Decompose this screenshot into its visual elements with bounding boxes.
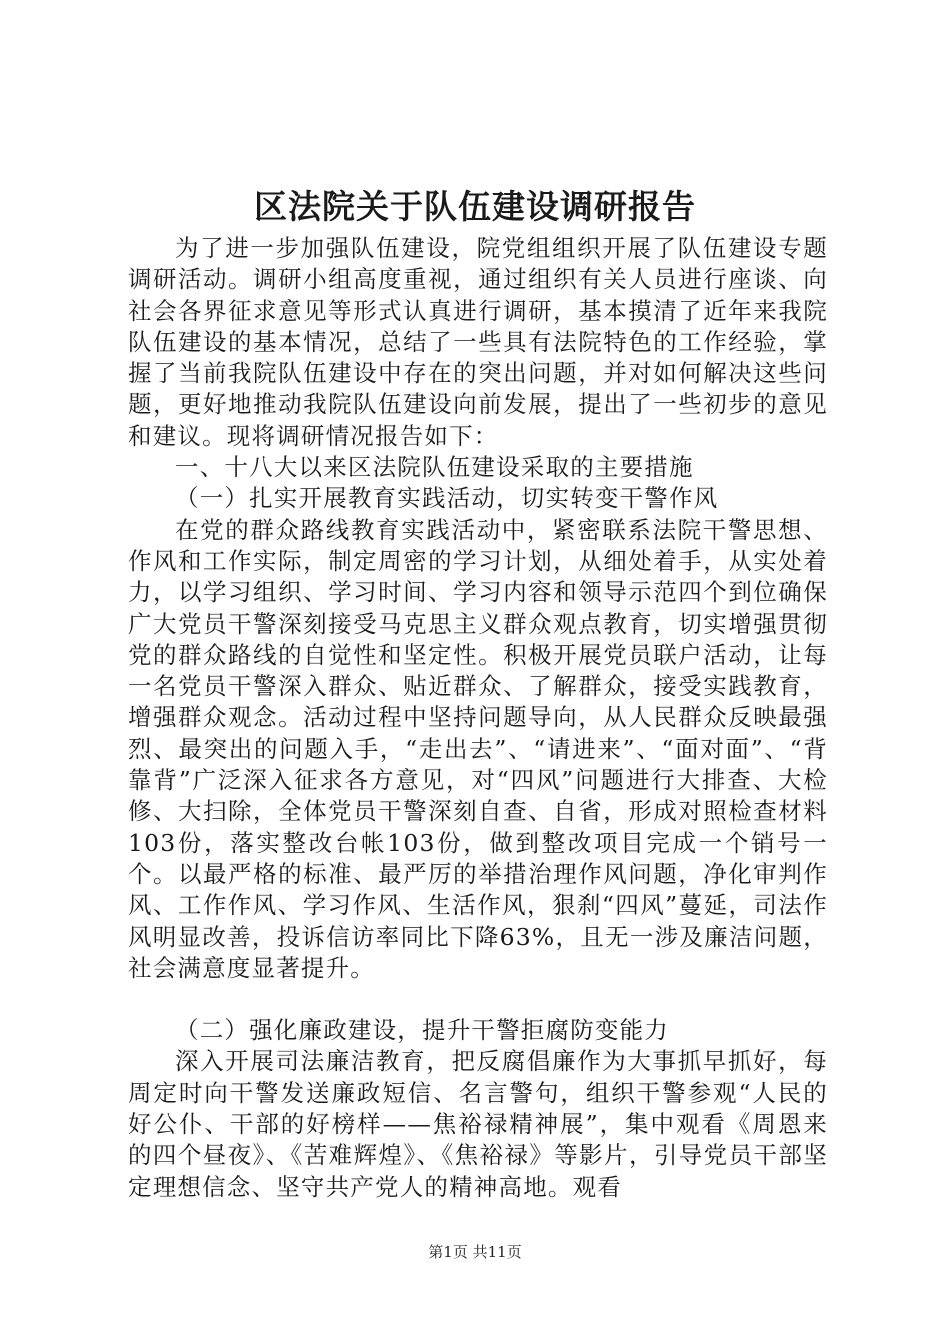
document-title: 区法院关于队伍建设调研报告 [254,187,696,226]
page-footer: 第1页 共11页 [428,1243,522,1261]
document-body [128,233,828,1203]
intro-paragraph: 为了进一步加强队伍建设，院党组组织开展了队伍建设专题调研活动。调研小组高度重视，通过组织有关人员进行座谈、向社会各界征求意见等形式认真进行调研，基本摸清了近年来我院队伍建设的基本情况，总结了一些具有法院特色的工作经验，掌握了当前我院队伍建设中存在的突出问题，并对如何解决这些问题，更好地推动我院队伍建设向前发展，提出了一些初步的意见和建议。现将调研情况报告如下： [128,234,828,450]
body-paragraph-1: 在党的群众路线教育实践活动中，紧密联系法院干警思想、作风和工作实际，制定周密的学习计划，从细处着手，从实处着力，以学习组织、学习时间、学习内容和领导示范四个到位确保广大党员干警深刻接受马克思主义群众观点教育，切实增强贯彻党的群众路线的自觉性和坚定性。积极开展党员联户活动，让每一名党员干警深入群众、贴近群众、了解群众，接受实践教育，增强群众观念。活动过程中坚持问题导向，从人民群众反映最强烈、最突出的问题入手，“走出去”、“请进来”、“面对面”、“背靠背”广泛深入征求各方意见，对“四风”问题进行大排查、大检修、大扫除，全体党员干警深刻自查、自省，形成对照检查材料103份，落实整改台帐103份，做到整改项目完成一个销号一个。以最严格的标准、最严厉的举措治理作风问题，净化审判作风、工作作风、学习作风、生活作风，狠刹“四风”蔓延，司法作风明显改善，投诉信访率同比下降63%，且无一涉及廉洁问题，社会满意度显著提升。 [128,515,828,982]
subsection-heading-2: （二）强化廉政建设，提升干警拒腐防变能力 [175,1016,669,1045]
subsection-heading-1: （一）扎实开展教育实践活动，切实转变干警作风 [175,484,719,513]
section-heading-1: 一、十八大以来区法院队伍建设采取的主要措施 [175,453,694,482]
body-paragraph-2: 深入开展司法廉洁教育，把反腐倡廉作为大事抓早抓好，每周定时向干警发送廉政短信、名言警句，组织干警参观“人民的好公仆、干部的好榜样——焦裕禄精神展”，集中观看《周恩来的四个昼夜》、《苦难辉煌》、《焦裕禄》等影片，引导党员干部坚定理想信念、坚守共产党人的精神高地。观看 [128,1047,828,1201]
paragraph-spacer [128,984,828,1015]
